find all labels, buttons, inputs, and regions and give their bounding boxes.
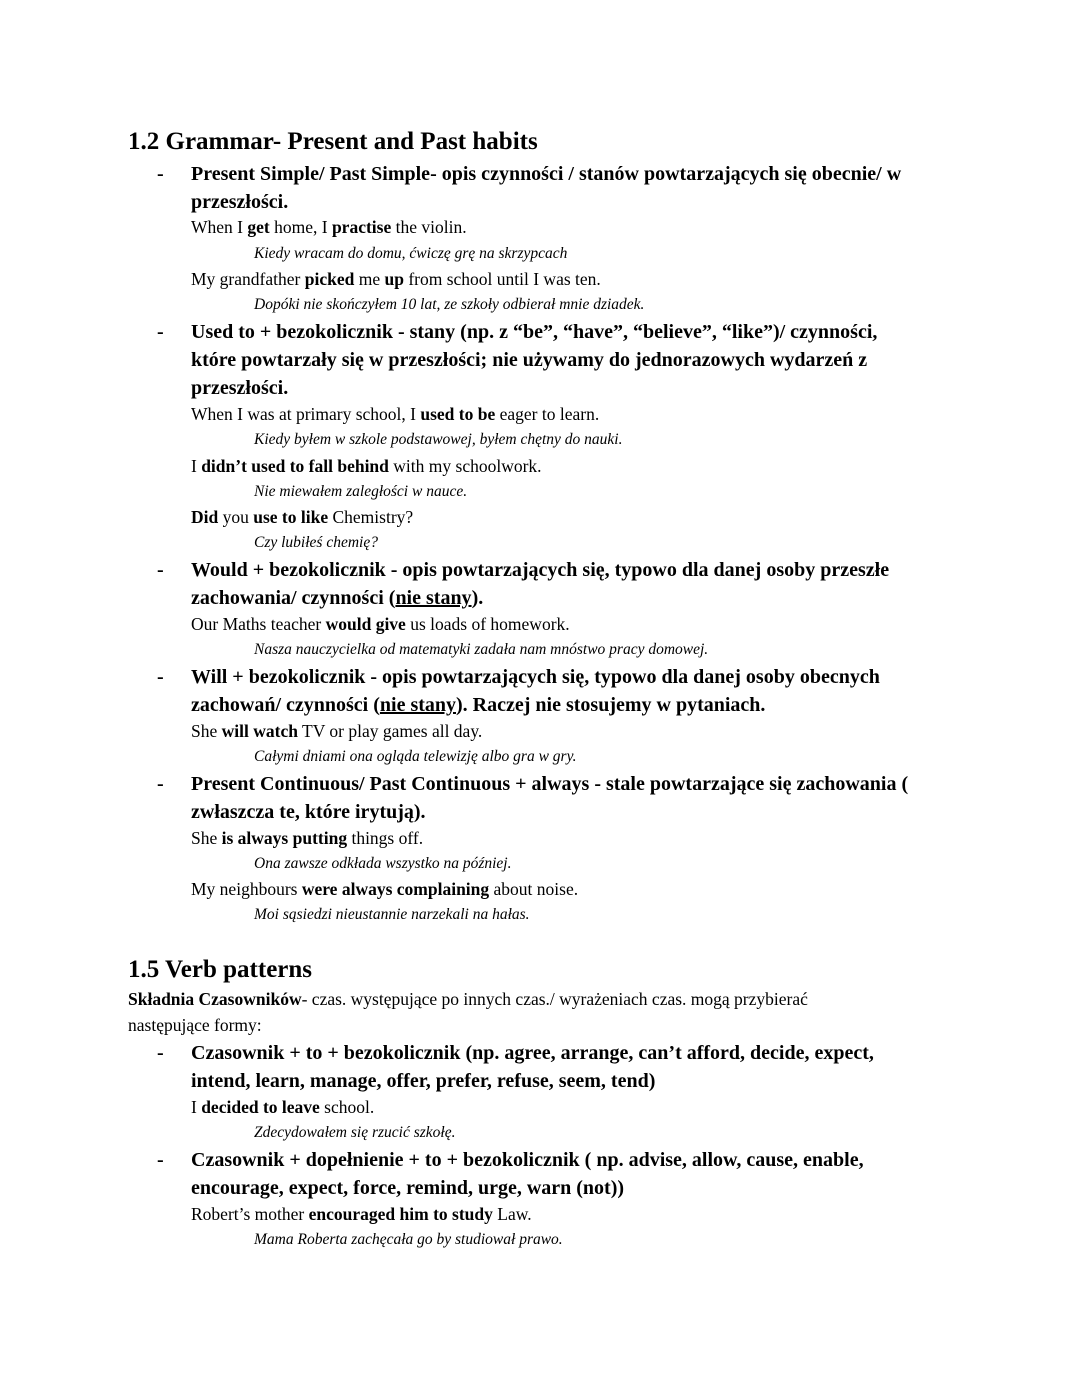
highlight: will watch — [221, 721, 298, 741]
example-translation: Kiedy wracam do domu, ćwiczę grę na skrzypcach — [254, 245, 568, 262]
highlight: didn’t used to fall behind — [201, 456, 389, 476]
example-translation: Nasza nauczycielka od matematyki zadała nam mnóstwo pracy domowej. — [254, 641, 709, 658]
text: home, I — [269, 217, 332, 237]
text: Our Maths teacher — [191, 614, 326, 634]
bullet-marker: - — [157, 163, 164, 185]
text: from school until I was ten. — [403, 269, 601, 289]
bullet-heading-line: zwłaszcza te, które irytują). — [191, 801, 426, 823]
example-translation: Kiedy byłem w szkole podstawowej, byłem chętny do nauki. — [254, 431, 623, 448]
text: with my schoolwork. — [388, 456, 542, 476]
example-sentence — [191, 719, 482, 743]
highlight: Did — [191, 507, 219, 527]
example-translation: Całymi dniami ona ogląda telewizję albo gra w gry. — [254, 748, 577, 765]
bullet-marker: - — [157, 1042, 164, 1064]
text: She — [191, 721, 222, 741]
example-sentence — [191, 402, 599, 426]
text: us loads of homework. — [405, 614, 570, 634]
bullet-heading-line: Will + bezokolicznik - opis powtarzających się, typowo dla danej osoby obecnych — [191, 666, 880, 688]
text: When I was at primary school, I — [191, 404, 421, 424]
text: When I — [191, 217, 248, 237]
highlight: is always putting — [221, 828, 348, 848]
highlight: picked — [304, 269, 355, 289]
bullet-marker: - — [157, 559, 164, 581]
bullet-heading-line: Present Simple/ Past Simple- opis czynności / stanów powtarzających się obecnie/ w — [191, 163, 902, 185]
intro-term: Składnia Czasowników — [128, 989, 302, 1009]
text: zachowań/ czynności ( — [191, 694, 380, 716]
text: ). — [471, 587, 484, 609]
underlined-text: nie stany — [379, 694, 457, 716]
highlight: use to like — [253, 507, 329, 527]
bullet-heading-line: encourage, expect, force, remind, urge, warn (not)) — [191, 1177, 625, 1199]
highlight: encouraged him to study — [308, 1204, 493, 1224]
text: things off. — [347, 828, 424, 848]
text: zachowania/ czynności ( — [191, 587, 396, 609]
bullet-marker: - — [157, 321, 164, 343]
text: Law. — [492, 1204, 532, 1224]
highlight: up — [384, 269, 404, 289]
text: school. — [319, 1097, 375, 1117]
text: the violin. — [391, 217, 467, 237]
example-sentence — [191, 454, 542, 478]
bullet-heading-line: Czasownik + to + bezokolicznik (np. agree, arrange, can’t afford, decide, expect, — [191, 1042, 874, 1064]
example-sentence — [191, 215, 467, 239]
highlight: decided to leave — [201, 1097, 320, 1117]
text: you — [218, 507, 254, 527]
section-title-present-past-habits: 1.2 Grammar- Present and Past habits — [128, 128, 538, 155]
bullet-heading-line: intend, learn, manage, offer, prefer, refuse, seem, tend) — [191, 1070, 656, 1092]
bullet-heading-line: Czasownik + dopełnienie + to + bezokolicznik ( np. advise, allow, cause, enable, — [191, 1149, 864, 1171]
bullet-heading-line: przeszłości. — [191, 191, 289, 213]
section-title-verb-patterns: 1.5 Verb patterns — [128, 956, 313, 983]
intro-paragraph: następujące formy: — [128, 1015, 262, 1035]
text: ). Raczej nie stosujemy w pytaniach. — [456, 694, 766, 716]
text: Chemistry? — [328, 507, 414, 527]
bullet-marker: - — [157, 666, 164, 688]
text: eager to learn. — [495, 404, 600, 424]
bullet-heading-line: przeszłości. — [191, 377, 289, 399]
bullet-marker: - — [157, 773, 164, 795]
text: - czas. występujące po innych czas./ wyrażeniach czas. mogą przybierać — [301, 989, 808, 1009]
example-translation: Ona zawsze odkłada wszystko na później. — [254, 855, 512, 872]
example-translation: Mama Roberta zachęcała go by studiował prawo. — [254, 1231, 563, 1248]
text: TV or play games all day. — [297, 721, 483, 741]
bullet-heading-line: Used to + bezokolicznik - stany (np. z “be”, “have”, “believe”, “like”)/ czynności, — [191, 321, 878, 343]
bullet-heading-line — [191, 584, 971, 612]
bullet-heading-line — [191, 691, 971, 719]
example-translation: Nie miewałem zaległości w nauce. — [254, 483, 468, 500]
example-sentence — [191, 1202, 532, 1226]
text: I — [191, 1097, 202, 1117]
example-sentence — [191, 267, 601, 291]
example-sentence — [191, 505, 413, 529]
example-sentence — [191, 877, 578, 901]
text: My neighbours — [191, 879, 302, 899]
text: Robert’s mother — [191, 1204, 309, 1224]
highlight: would give — [325, 614, 406, 634]
highlight: used to be — [420, 404, 496, 424]
example-sentence — [191, 1095, 374, 1119]
text: about noise. — [489, 879, 579, 899]
highlight: were always complaining — [301, 879, 490, 899]
bullet-heading-line: Would + bezokolicznik - opis powtarzających się, typowo dla danej osoby przeszłe — [191, 559, 890, 581]
example-sentence — [191, 826, 423, 850]
example-translation: Moi sąsiedzi nieustannie narzekali na hałas. — [254, 906, 530, 923]
highlight: practise — [331, 217, 392, 237]
example-translation: Czy lubiłeś chemię? — [254, 534, 378, 551]
bullet-marker: - — [157, 1149, 164, 1171]
text: me — [354, 269, 385, 289]
underlined-text: nie stany — [395, 587, 472, 609]
highlight: get — [247, 217, 270, 237]
bullet-heading-line: Present Continuous/ Past Continuous + always - stale powtarzające się zachowania ( — [191, 773, 909, 795]
text: She — [191, 828, 222, 848]
text: I — [191, 456, 202, 476]
example-translation: Dopóki nie skończyłem 10 lat, ze szkoły odbierał mnie dziadek. — [254, 296, 645, 313]
example-sentence — [191, 612, 570, 636]
example-translation: Zdecydowałem się rzucić szkołę. — [254, 1124, 456, 1141]
text: My grandfather — [191, 269, 305, 289]
bullet-heading-line: które powtarzały się w przeszłości; nie używamy do jednorazowych wydarzeń z — [191, 349, 868, 371]
intro-paragraph — [128, 986, 808, 1012]
